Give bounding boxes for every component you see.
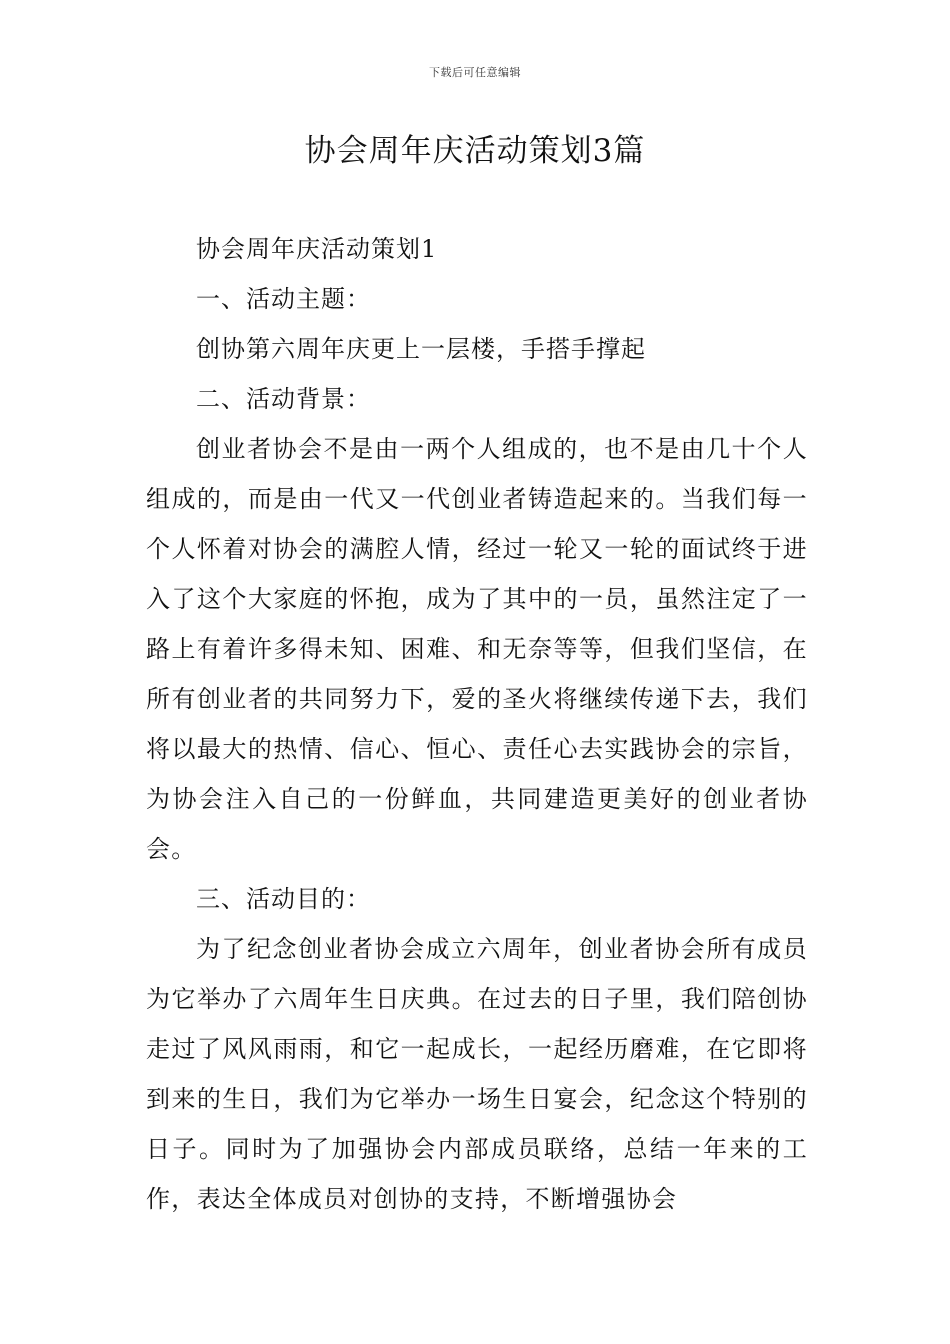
paragraph: 创业者协会不是由一两个人组成的，也不是由几十个人组成的，而是由一代又一代创业者铸造起来的。当我们每一个人怀着对协会的满腔人情，经过一轮又一轮的面试终于进入了这个大家庭的怀抱，成为了其中的一员，虽然注定了一路上有着许多得未知、困难、和无奈等等，但我们坚信，在所有创业者的共同努力下，爱的圣火将继续传递下去，我们将以最大的热情、信心、恒心、责任心去实践协会的宗旨，为协会注入自己的一份鲜血，共同建造更美好的创业者协会。 [146,435,808,863]
section-heading: 二、活动背景： [196,385,371,413]
document-title: 协会周年庆活动策划3篇 [304,133,646,169]
section-heading: 一、活动主题： [196,285,371,313]
paragraph: 创协第六周年庆更上一层楼，手搭手撑起 [196,335,646,363]
section-heading: 三、活动目的： [196,885,371,913]
header-note: 下载后可任意编辑 [429,66,521,79]
paragraph: 为了纪念创业者协会成立六周年，创业者协会所有成员为它举办了六周年生日庆典。在过去的日子里，我们陪创协走过了风风雨雨，和它一起成长，一起经历磨难，在它即将到来的生日，我们为它举办一场生日宴会，纪念这个特别的日子。同时为了加强协会内部成员联络，总结一年来的工作，表达全体成员对创协的支持，不断增强协会 [146,935,808,1213]
section-heading: 协会周年庆活动策划1 [196,235,438,263]
document-body [146,224,808,1224]
